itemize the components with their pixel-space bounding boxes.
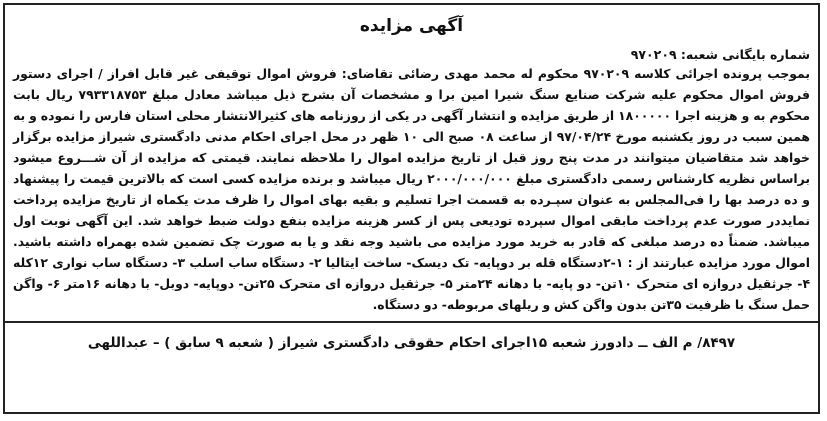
archive-number: شماره بایگانی شعبه: ۹۷۰۲۰۹ (630, 47, 810, 62)
footer-divider (5, 321, 818, 323)
notice-body: بموجب پرونده اجرائی کلاسه ۹۷۰۲۰۹ محکوم له محمد مهدی رضائی تقاضای: فروش اموال توقیفی غیر قابل افراز / اجرای دستور فروش اموال محکوم علیه شرکت صنایع سنگ شیرا امین برا و مشخصات آن بشرح ذیل میباشد معادل مبلغ ۷۹۳۳۱۸۷۵۳ ریال بابت محکوم به و هزینه اجرا ۱۸۰۰۰۰۰ از طریق مزایده و انتشار آگهی در یکی از روزنامه های کثیرالانتشار محلی استان فارس را نموده و به همین سبب در روز یکشنبه مورخ ۹۷/۰۴/۲۴ از ساعت ۰۸ صبح الی ۱۰ ظهر در محل اجرای احکام مدنی دادگستری شیراز مزایده برگزار خواهد شد متقاضیان میتوانند در مدت پنج روز قبل از تاریخ مزایده اموال را ملاحظه نمایند. قیمتی که مزایده از آن شـــروع میشود براساس نظریه کارشناس رسمی دادگستری مبلغ ۲۰۰۰/۰۰۰/۰۰۰ ریال میباشد و برنده مزایده کسی است که بالاترین قیمت را پیشنهاد و ده درصد بها را فی‌المجلس به عنوان سپـرده به قسمت اجرا تسلیم و بقیه بهای اموال را ظرف مدت یکماه از تاریخ مزایده پرداخت نمایددر صورت عدم پرداخت مابقی اموال سپرده تودیعی پس از کسر هزینه مزایده بنفع دولت ضبط خواهد شد. این آگهی نوبت اول میباشد. ضمناً ده درصد مبلغی که قادر به خرید مورد مزایده می باشید وجه نقد و یا به صورت چک تضمین شده بهمراه داشته باشید. اموال مورد مزایده عبارتند از : ۱-۲دستگاه قله بر دوپایه- تک دیسک- ساخت ایتالیا ۲- دستگاه ساب اسلب ۳- دستگاه ساب نواری ۱۲کله ۴- جرثقیل دروازه ای متحرک ۱۰تن- دو پایه- با دهانه ۲۴متر ۵- جرثقیل دروازه ای متحرک ۲۵تن- دوپایه- دوبل- با دهانه ۱۶متر ۶- واگن حمل سنگ با ظرفیت ۳۵تن بدون واگن کش و ریلهای مربوطه- دو دستگاه. (13, 66, 811, 312)
notice-footer: ۸۴۹۷/ م الف ــ دادورز شعبه ۱۵اجرای احکام حقوقی دادگستری شیراز ( شعبه ۹ سابق ) – عبداللهی (87, 335, 736, 351)
notice-title: آگهی مزایده (359, 16, 464, 36)
notice-frame (3, 3, 820, 414)
